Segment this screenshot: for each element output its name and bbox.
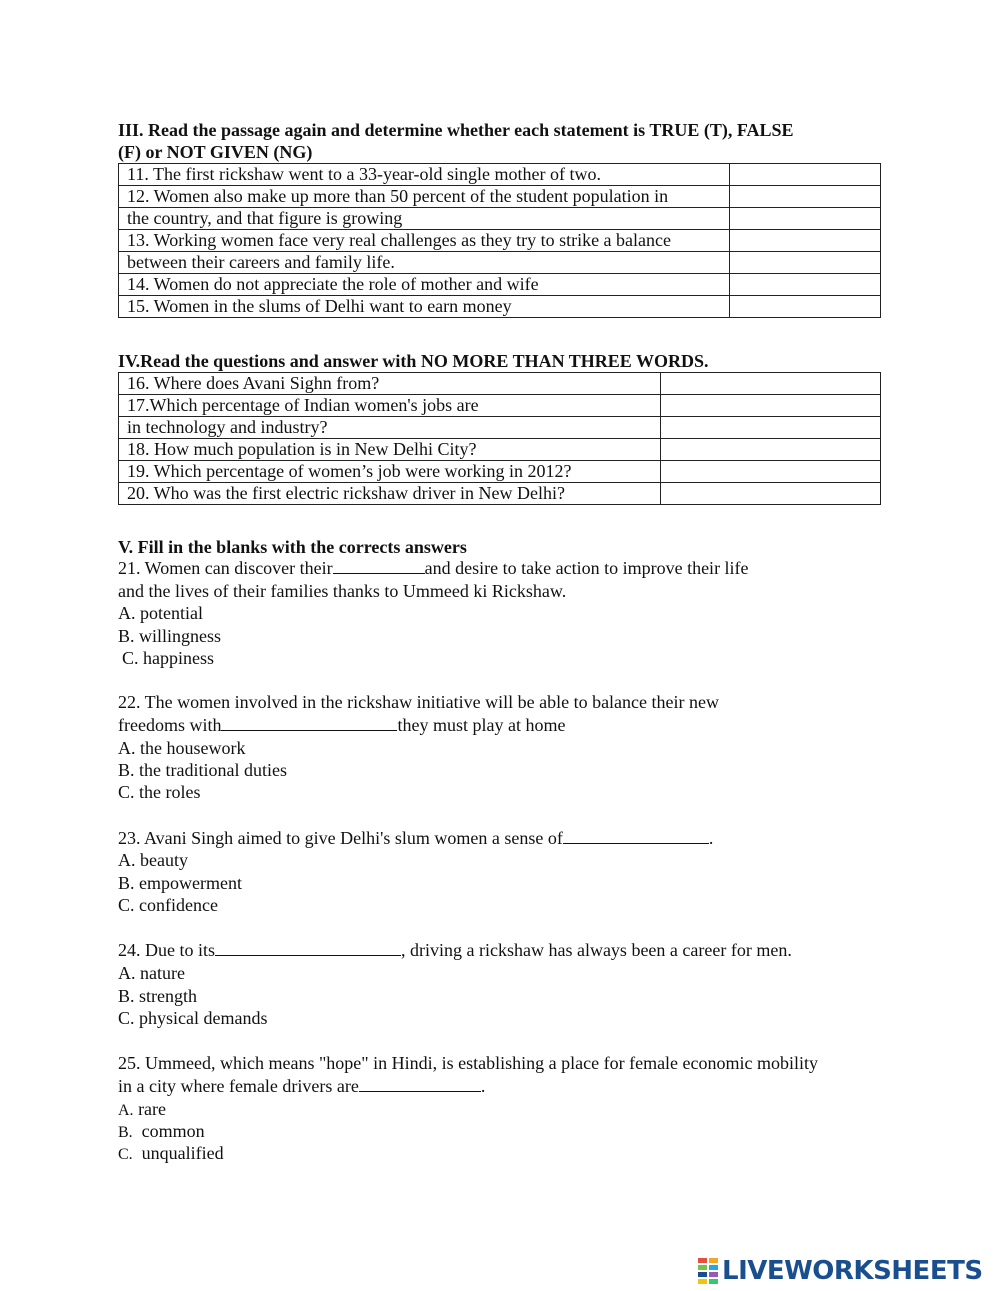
q25-line1: 25. Ummeed, which means "hope" in Hindi, is establishing a place for female economic mobility — [118, 1053, 819, 1073]
logo-tile — [697, 1257, 708, 1264]
logo-tile — [697, 1264, 708, 1271]
logo-tile — [708, 1278, 719, 1285]
q22-option-c: C. the roles — [118, 782, 201, 802]
q22-option-b: B. the traditional duties — [118, 760, 287, 780]
question-cell: 20. Who was the first electric rickshaw driver in New Delhi? — [119, 483, 661, 505]
statement-cell: 14. Women do not appreciate the role of mother and wife — [119, 274, 730, 296]
short-answer-table — [118, 372, 881, 505]
q21-line2: and the lives of their families thanks to Ummeed ki Rickshaw. — [118, 581, 567, 601]
table-row — [119, 483, 881, 505]
table-row — [119, 164, 881, 186]
answer-cell[interactable] — [661, 439, 881, 461]
q25-option-b — [118, 1120, 205, 1144]
option-text: rare — [138, 1099, 167, 1119]
q24-option-c: C. physical demands — [118, 1008, 268, 1028]
q25-option-c — [118, 1142, 224, 1166]
q24-text-before: 24. Due to its — [118, 940, 215, 960]
option-letter: A. — [118, 1102, 134, 1119]
q23-blank[interactable] — [563, 827, 709, 844]
liveworksheets-logo-icon — [697, 1257, 719, 1285]
q21-blank[interactable] — [333, 557, 425, 574]
question-cell: in technology and industry? — [119, 417, 661, 439]
table-row — [119, 274, 881, 296]
question-cell: 17.Which percentage of Indian women's jobs are — [119, 395, 661, 417]
q22-option-a: A. the housework — [118, 738, 246, 758]
q22-blank[interactable] — [221, 714, 397, 731]
option-letter: B. — [118, 1124, 133, 1141]
table-row — [119, 373, 881, 395]
q23-text-after: . — [708, 828, 714, 848]
answer-cell[interactable] — [661, 483, 881, 505]
option-letter: C. — [118, 1146, 133, 1163]
table-row — [119, 208, 881, 230]
q24-option-b: B. strength — [118, 986, 197, 1006]
option-text: unqualified — [141, 1143, 224, 1163]
liveworksheets-logo-text: LIVEWORKSHEETS — [722, 1256, 983, 1286]
section-4-heading: IV.Read the questions and answer with NO MORE THAN THREE WORDS. — [118, 351, 709, 371]
answer-cell[interactable] — [661, 395, 881, 417]
answer-cell[interactable] — [730, 164, 881, 186]
q25-line2 — [118, 1075, 485, 1097]
liveworksheets-logo — [697, 1255, 983, 1287]
q21-option-c: C. happiness — [122, 648, 214, 668]
question-cell: 19. Which percentage of women’s job were working in 2012? — [119, 461, 661, 483]
q25-option-a — [118, 1098, 166, 1122]
answer-cell[interactable] — [730, 230, 881, 252]
table-row — [119, 230, 881, 252]
section-5-heading: V. Fill in the blanks with the corrects answers — [118, 537, 467, 557]
answer-cell[interactable] — [730, 296, 881, 318]
statement-cell: the country, and that figure is growing — [119, 208, 730, 230]
q23-option-b: B. empowerment — [118, 873, 242, 893]
section-3-heading-line2: (F) or NOT GIVEN (NG) — [118, 142, 313, 162]
logo-tile — [697, 1278, 708, 1285]
q22-text-after: they must play at home — [397, 715, 566, 735]
q25-blank[interactable] — [359, 1075, 481, 1092]
table-row — [119, 395, 881, 417]
logo-tile — [708, 1264, 719, 1271]
statement-cell: between their careers and family life. — [119, 252, 730, 274]
q25-text-before: in a city where female drivers are — [118, 1076, 359, 1096]
q21-text-before: 21. Women can discover their — [118, 558, 333, 578]
q24-line1 — [118, 939, 792, 961]
q22-text-before: freedoms with — [118, 715, 222, 735]
logo-tile — [708, 1257, 719, 1264]
table-row — [119, 252, 881, 274]
answer-cell[interactable] — [661, 461, 881, 483]
statement-cell: 13. Working women face very real challenges as they try to strike a balance — [119, 230, 730, 252]
q21-option-a: A. potential — [118, 603, 203, 623]
statement-cell: 11. The first rickshaw went to a 33-year-old single mother of two. — [119, 164, 730, 186]
q23-option-c: C. confidence — [118, 895, 218, 915]
q21-text-after: and desire to take action to improve their life — [424, 558, 749, 578]
logo-tile — [697, 1271, 708, 1278]
q25-text-after: . — [480, 1076, 486, 1096]
q22-line1: 22. The women involved in the rickshaw initiative will be able to balance their new — [118, 692, 719, 712]
q21-option-b: B. willingness — [118, 626, 222, 646]
answer-cell[interactable] — [730, 208, 881, 230]
q21-line1 — [118, 557, 749, 579]
table-row — [119, 296, 881, 318]
table-row — [119, 186, 881, 208]
answer-cell[interactable] — [661, 417, 881, 439]
answer-cell[interactable] — [661, 373, 881, 395]
q24-text-after: , driving a rickshaw has always been a career for men. — [401, 940, 792, 960]
answer-cell[interactable] — [730, 252, 881, 274]
table-row — [119, 417, 881, 439]
true-false-table — [118, 163, 881, 318]
statement-cell: 12. Women also make up more than 50 percent of the student population in — [119, 186, 730, 208]
q23-option-a: A. beauty — [118, 850, 188, 870]
section-3-heading-line1: III. Read the passage again and determine whether each statement is TRUE (T), FALSE — [118, 120, 794, 140]
q24-blank[interactable] — [215, 939, 401, 956]
statement-cell: 15. Women in the slums of Delhi want to earn money — [119, 296, 730, 318]
question-cell: 18. How much population is in New Delhi City? — [119, 439, 661, 461]
q23-line1 — [118, 827, 713, 849]
q24-option-a: A. nature — [118, 963, 185, 983]
q22-line2 — [118, 714, 565, 736]
logo-tile — [708, 1271, 719, 1278]
question-cell: 16. Where does Avani Sighn from? — [119, 373, 661, 395]
table-row — [119, 461, 881, 483]
table-row — [119, 439, 881, 461]
answer-cell[interactable] — [730, 186, 881, 208]
option-text: common — [141, 1121, 205, 1141]
q23-text-before: 23. Avani Singh aimed to give Delhi's slum women a sense of — [118, 828, 563, 848]
answer-cell[interactable] — [730, 274, 881, 296]
